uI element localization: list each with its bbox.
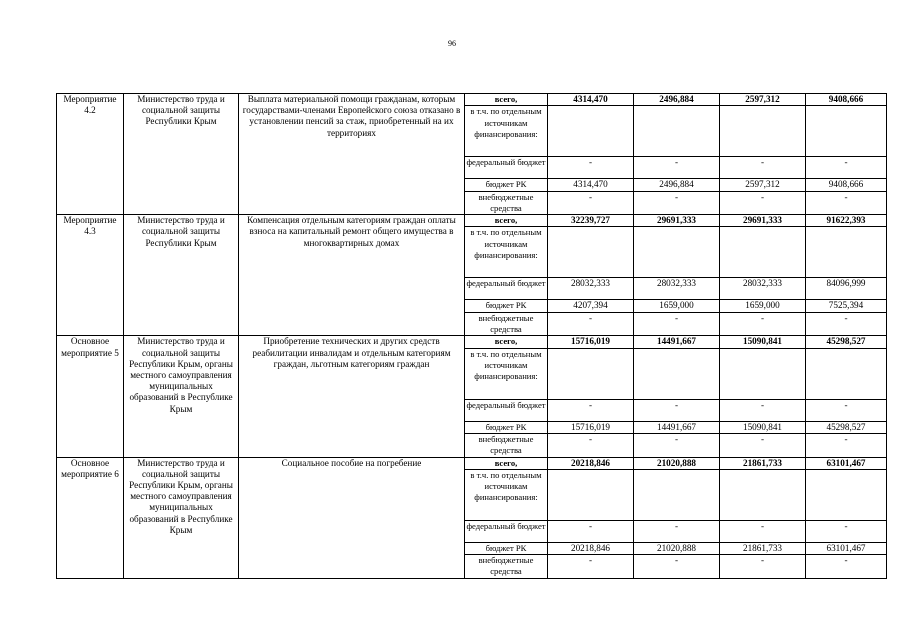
amount-cell: -	[548, 399, 634, 421]
empty-cell	[634, 469, 720, 520]
amount-cell: 21020,888	[634, 542, 720, 554]
funding-source-label: федеральный бюджет	[465, 157, 548, 179]
executor-cell: Министерство труда и социальной защиты Республики Крым, органы местного самоуправления муниципальных образований в Республике Крым	[124, 336, 239, 457]
amount-cell: 2597,312	[720, 94, 806, 106]
amount-cell: -	[548, 157, 634, 179]
amount-cell: -	[548, 555, 634, 579]
amount-cell: 1659,000	[634, 300, 720, 312]
amount-cell: -	[720, 433, 806, 457]
amount-cell: 28032,333	[548, 278, 634, 300]
amount-cell: -	[634, 555, 720, 579]
amount-cell: -	[806, 312, 887, 336]
funding-source-label: бюджет РК	[465, 542, 548, 554]
amount-cell: 84096,999	[806, 278, 887, 300]
amount-cell: 14491,667	[634, 421, 720, 433]
amount-cell: 45298,527	[806, 336, 887, 348]
amount-cell: -	[806, 399, 887, 421]
funding-source-label: внебюджетные средства	[465, 312, 548, 336]
executor-cell: Министерство труда и социальной защиты Республики Крым	[124, 94, 239, 215]
empty-cell	[548, 348, 634, 399]
amount-cell: -	[634, 399, 720, 421]
amount-cell: 14491,667	[634, 336, 720, 348]
amount-cell: 21861,733	[720, 457, 806, 469]
amount-cell: -	[806, 555, 887, 579]
table-row	[57, 215, 887, 227]
amount-cell: -	[634, 157, 720, 179]
funding-source-label: бюджет РК	[465, 421, 548, 433]
amount-cell: -	[548, 312, 634, 336]
amount-cell: 15090,841	[720, 421, 806, 433]
empty-cell	[634, 348, 720, 399]
amount-cell: 28032,333	[720, 278, 806, 300]
funding-source-label: всего,	[465, 215, 548, 227]
amount-cell: 91622,393	[806, 215, 887, 227]
amount-cell: 32239,727	[548, 215, 634, 227]
amount-cell: -	[806, 191, 887, 215]
amount-cell: 7525,394	[806, 300, 887, 312]
funding-source-label: федеральный бюджет	[465, 520, 548, 542]
funding-source-label: внебюджетные средства	[465, 433, 548, 457]
funding-source-label: в т.ч. по отдельным источникам финансирования:	[465, 227, 548, 278]
amount-cell: -	[806, 433, 887, 457]
amount-cell: 21020,888	[634, 457, 720, 469]
amount-cell: 29691,333	[634, 215, 720, 227]
funding-source-label: в т.ч. по отдельным источникам финансирования:	[465, 469, 548, 520]
amount-cell: -	[634, 433, 720, 457]
funding-source-label: в т.ч. по отдельным источникам финансирования:	[465, 348, 548, 399]
event-cell: Мероприятие 4.3	[57, 215, 124, 336]
executor-cell: Министерство труда и социальной защиты Республики Крым	[124, 215, 239, 336]
table-body	[57, 94, 887, 579]
amount-cell: -	[548, 520, 634, 542]
empty-cell	[634, 227, 720, 278]
funding-source-label: всего,	[465, 94, 548, 106]
event-cell: Основное мероприятие 5	[57, 336, 124, 457]
description-cell: Приобретение технических и других средств реабилитации инвалидам и отдельным категориям граждан, льготным категориям граждан	[239, 336, 465, 457]
amount-cell: -	[720, 399, 806, 421]
empty-cell	[806, 106, 887, 157]
funding-source-label: в т.ч. по отдельным источникам финансирования:	[465, 106, 548, 157]
description-cell: Социальное пособие на погребение	[239, 457, 465, 578]
funding-source-label: всего,	[465, 336, 548, 348]
funding-source-label: федеральный бюджет	[465, 399, 548, 421]
amount-cell: 4314,470	[548, 179, 634, 191]
amount-cell: 45298,527	[806, 421, 887, 433]
empty-cell	[806, 469, 887, 520]
empty-cell	[634, 106, 720, 157]
amount-cell: 63101,467	[806, 542, 887, 554]
amount-cell: -	[806, 157, 887, 179]
amount-cell: 21861,733	[720, 542, 806, 554]
empty-cell	[806, 348, 887, 399]
amount-cell: 2597,312	[720, 179, 806, 191]
amount-cell: -	[634, 191, 720, 215]
funding-source-label: всего,	[465, 457, 548, 469]
amount-cell: -	[634, 312, 720, 336]
amount-cell: -	[720, 520, 806, 542]
amount-cell: -	[806, 520, 887, 542]
amount-cell: 2496,884	[634, 179, 720, 191]
funding-source-label: бюджет РК	[465, 300, 548, 312]
amount-cell: 20218,846	[548, 457, 634, 469]
description-cell: Выплата материальной помощи гражданам, которым государствами-членами Европейского союза отказано в установлении пенсий за стаж, приобретенный на их территориях	[239, 94, 465, 215]
amount-cell: 2496,884	[634, 94, 720, 106]
table-row	[57, 336, 887, 348]
amount-cell: -	[720, 312, 806, 336]
description-cell: Компенсация отдельным категориям граждан оплаты взноса на капитальный ремонт общего имущества в многоквартирных домах	[239, 215, 465, 336]
amount-cell: 15090,841	[720, 336, 806, 348]
amount-cell: 63101,467	[806, 457, 887, 469]
amount-cell: -	[548, 191, 634, 215]
event-cell: Основное мероприятие 6	[57, 457, 124, 578]
amount-cell: 28032,333	[634, 278, 720, 300]
amount-cell: -	[720, 555, 806, 579]
funding-source-label: бюджет РК	[465, 179, 548, 191]
amount-cell: 9408,666	[806, 179, 887, 191]
empty-cell	[720, 227, 806, 278]
funding-source-label: внебюджетные средства	[465, 555, 548, 579]
empty-cell	[720, 106, 806, 157]
executor-cell: Министерство труда и социальной защиты Республики Крым, органы местного самоуправления муниципальных образований в Республике Крым	[124, 457, 239, 578]
page-number: 96	[448, 39, 456, 48]
amount-cell: 1659,000	[720, 300, 806, 312]
amount-cell: 15716,019	[548, 421, 634, 433]
amount-cell: -	[548, 433, 634, 457]
event-cell: Мероприятие 4.2	[57, 94, 124, 215]
table-row	[57, 94, 887, 106]
empty-cell	[720, 348, 806, 399]
amount-cell: 4207,394	[548, 300, 634, 312]
table-row	[57, 457, 887, 469]
amount-cell: 9408,666	[806, 94, 887, 106]
amount-cell: -	[634, 520, 720, 542]
funding-source-label: внебюджетные средства	[465, 191, 548, 215]
empty-cell	[806, 227, 887, 278]
amount-cell: 4314,470	[548, 94, 634, 106]
empty-cell	[548, 106, 634, 157]
funding-source-label: федеральный бюджет	[465, 278, 548, 300]
amount-cell: 29691,333	[720, 215, 806, 227]
amount-cell: -	[720, 191, 806, 215]
empty-cell	[548, 469, 634, 520]
amount-cell: -	[720, 157, 806, 179]
budget-table	[56, 93, 887, 579]
empty-cell	[548, 227, 634, 278]
amount-cell: 20218,846	[548, 542, 634, 554]
amount-cell: 15716,019	[548, 336, 634, 348]
empty-cell	[720, 469, 806, 520]
